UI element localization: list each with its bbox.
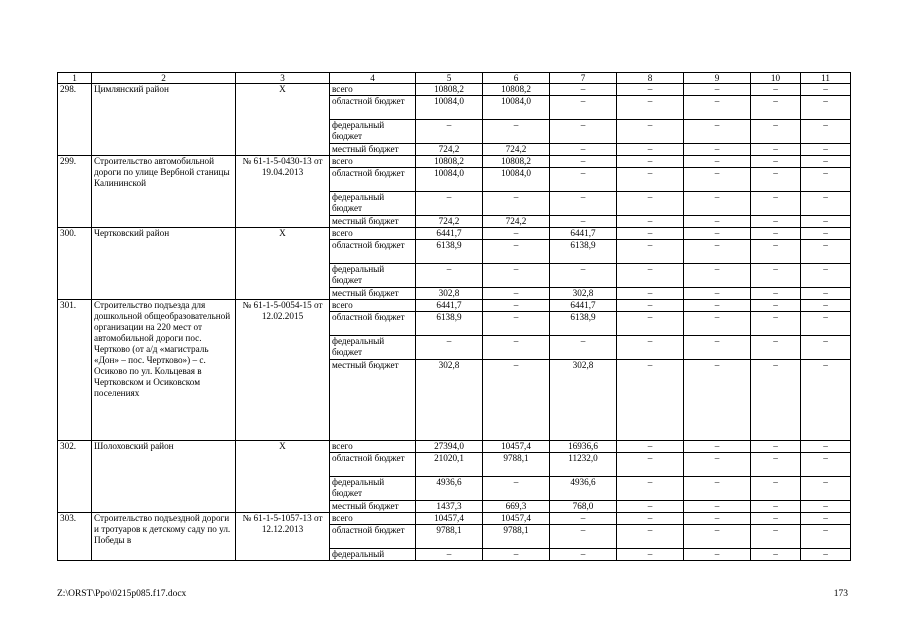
amount-cell: –	[617, 288, 684, 300]
page-number: 173	[833, 589, 848, 599]
amount-cell: 1437,3	[416, 501, 483, 513]
amount-cell: –	[684, 360, 751, 441]
amount-cell: –	[801, 336, 851, 360]
amount-cell: –	[617, 336, 684, 360]
amount-cell: –	[483, 477, 550, 501]
amount-cell: –	[684, 96, 751, 120]
funding-source: областной бюджет	[330, 240, 416, 264]
amount-cell: 302,8	[550, 360, 617, 441]
table-row	[58, 156, 851, 168]
funding-source: областной бюджет	[330, 312, 416, 336]
amount-cell: –	[684, 264, 751, 288]
object-name: Строительство подъезда для дошкольной общеобразовательной организации на 220 мест от автомобильной дороги пос. Чертково (от а/д «магистраль «Дон» – пос. Чертково») – с. Осиково по ул. Кольцевая в Чертковском и Осиковском поселениях	[92, 300, 236, 441]
amount-cell: –	[550, 216, 617, 228]
amount-cell: –	[751, 312, 801, 336]
amount-cell: –	[751, 84, 801, 96]
document-code: № 61-1-5-1057-13 от 12.12.2013	[236, 513, 330, 561]
amount-cell: –	[751, 96, 801, 120]
amount-cell: –	[801, 300, 851, 312]
amount-cell: 6441,7	[416, 228, 483, 240]
funding-source: всего	[330, 228, 416, 240]
funding-source: федеральный	[330, 549, 416, 561]
amount-cell: –	[801, 549, 851, 561]
amount-cell: –	[751, 453, 801, 477]
funding-source: федеральный бюджет	[330, 120, 416, 144]
amount-cell: –	[483, 120, 550, 144]
amount-cell: –	[801, 513, 851, 525]
amount-cell: 302,8	[416, 288, 483, 300]
column-number: 6	[483, 73, 550, 84]
amount-cell: –	[751, 525, 801, 549]
amount-cell: –	[801, 228, 851, 240]
row-number: 299.	[58, 156, 92, 228]
amount-cell: –	[684, 441, 751, 453]
row-number: 303.	[58, 513, 92, 561]
amount-cell: –	[684, 312, 751, 336]
column-number: 10	[751, 73, 801, 84]
amount-cell: –	[751, 513, 801, 525]
amount-cell: –	[801, 525, 851, 549]
amount-cell: –	[801, 477, 851, 501]
amount-cell: –	[617, 513, 684, 525]
amount-cell: –	[801, 453, 851, 477]
funding-source: федеральный бюджет	[330, 192, 416, 216]
amount-cell: –	[617, 96, 684, 120]
row-number: 302.	[58, 441, 92, 513]
amount-cell: –	[617, 168, 684, 192]
amount-cell: –	[801, 168, 851, 192]
funding-source: всего	[330, 300, 416, 312]
amount-cell: 11232,0	[550, 453, 617, 477]
column-number: 9	[684, 73, 751, 84]
amount-cell: –	[550, 96, 617, 120]
amount-cell: 10084,0	[483, 168, 550, 192]
amount-cell: –	[684, 228, 751, 240]
amount-cell: –	[751, 144, 801, 156]
amount-cell: –	[483, 228, 550, 240]
amount-cell: –	[483, 240, 550, 264]
column-number-row	[58, 73, 851, 84]
amount-cell: –	[751, 192, 801, 216]
amount-cell: –	[801, 288, 851, 300]
column-number: 4	[330, 73, 416, 84]
amount-cell: –	[801, 84, 851, 96]
amount-cell: –	[751, 228, 801, 240]
amount-cell: 10084,0	[416, 96, 483, 120]
amount-cell: –	[483, 300, 550, 312]
amount-cell: 10457,4	[416, 513, 483, 525]
amount-cell: –	[684, 216, 751, 228]
document-code: X	[236, 228, 330, 300]
amount-cell: 724,2	[416, 144, 483, 156]
amount-cell: –	[483, 360, 550, 441]
amount-cell: –	[684, 513, 751, 525]
amount-cell: –	[416, 120, 483, 144]
amount-cell: –	[550, 513, 617, 525]
amount-cell: –	[801, 360, 851, 441]
amount-cell: –	[751, 300, 801, 312]
funding-source: областной бюджет	[330, 96, 416, 120]
amount-cell: –	[617, 453, 684, 477]
file-path: Z:\ORST\Ppo\0215p085.f17.docx	[57, 589, 187, 599]
amount-cell: –	[801, 144, 851, 156]
amount-cell: 6441,7	[416, 300, 483, 312]
amount-cell: –	[684, 144, 751, 156]
object-name: Чертковский район	[92, 228, 236, 300]
amount-cell: –	[684, 336, 751, 360]
amount-cell: –	[550, 120, 617, 144]
amount-cell: –	[617, 525, 684, 549]
table-row	[58, 228, 851, 240]
funding-source: местный бюджет	[330, 144, 416, 156]
table-row	[58, 513, 851, 525]
object-name: Шолоховский район	[92, 441, 236, 513]
amount-cell: –	[617, 156, 684, 168]
amount-cell: –	[617, 84, 684, 96]
amount-cell: –	[416, 264, 483, 288]
amount-cell: –	[801, 501, 851, 513]
amount-cell: –	[617, 360, 684, 441]
amount-cell: –	[751, 441, 801, 453]
amount-cell: –	[751, 288, 801, 300]
column-number: 2	[92, 73, 236, 84]
column-number: 1	[58, 73, 92, 84]
amount-cell: –	[751, 156, 801, 168]
document-code: № 61-1-5-0054-15 от 12.02.2015	[236, 300, 330, 441]
funding-source: местный бюджет	[330, 288, 416, 300]
amount-cell: 302,8	[550, 288, 617, 300]
amount-cell: –	[617, 549, 684, 561]
amount-cell: –	[801, 156, 851, 168]
amount-cell: –	[617, 216, 684, 228]
amount-cell: 724,2	[483, 144, 550, 156]
amount-cell: –	[617, 501, 684, 513]
budget-table	[57, 72, 851, 561]
amount-cell: –	[416, 336, 483, 360]
amount-cell: –	[751, 549, 801, 561]
amount-cell: 768,0	[550, 501, 617, 513]
funding-source: областной бюджет	[330, 525, 416, 549]
table-row	[58, 300, 851, 312]
column-number: 7	[550, 73, 617, 84]
amount-cell: 4936,6	[416, 477, 483, 501]
amount-cell: 6441,7	[550, 300, 617, 312]
amount-cell: –	[801, 312, 851, 336]
amount-cell: –	[684, 240, 751, 264]
amount-cell: –	[617, 312, 684, 336]
amount-cell: 10808,2	[483, 84, 550, 96]
amount-cell: –	[751, 336, 801, 360]
amount-cell: 6441,7	[550, 228, 617, 240]
amount-cell: –	[617, 300, 684, 312]
column-number: 3	[236, 73, 330, 84]
amount-cell: –	[617, 264, 684, 288]
amount-cell: –	[751, 264, 801, 288]
amount-cell: –	[751, 501, 801, 513]
amount-cell: 6138,9	[416, 312, 483, 336]
amount-cell: 4936,6	[550, 477, 617, 501]
column-number: 8	[617, 73, 684, 84]
amount-cell: –	[684, 501, 751, 513]
amount-cell: –	[801, 96, 851, 120]
amount-cell: –	[801, 441, 851, 453]
amount-cell: –	[617, 120, 684, 144]
amount-cell: –	[617, 192, 684, 216]
amount-cell: 669,3	[483, 501, 550, 513]
amount-cell: 27394,0	[416, 441, 483, 453]
amount-cell: –	[751, 168, 801, 192]
funding-source: местный бюджет	[330, 216, 416, 228]
amount-cell: –	[550, 84, 617, 96]
amount-cell: –	[684, 192, 751, 216]
amount-cell: 9788,1	[483, 453, 550, 477]
document-code: X	[236, 84, 330, 156]
document-code: № 61-1-5-0430-13 от 19.04.2013	[236, 156, 330, 228]
amount-cell: –	[550, 192, 617, 216]
amount-cell: –	[483, 192, 550, 216]
amount-cell: –	[684, 168, 751, 192]
amount-cell: 6138,9	[550, 240, 617, 264]
amount-cell: 6138,9	[416, 240, 483, 264]
amount-cell: –	[550, 264, 617, 288]
amount-cell: –	[684, 300, 751, 312]
amount-cell: –	[684, 477, 751, 501]
amount-cell: –	[801, 192, 851, 216]
funding-source: всего	[330, 513, 416, 525]
funding-source: всего	[330, 84, 416, 96]
amount-cell: 9788,1	[416, 525, 483, 549]
row-number: 298.	[58, 84, 92, 156]
amount-cell: –	[550, 156, 617, 168]
amount-cell: –	[684, 525, 751, 549]
amount-cell: 10457,4	[483, 441, 550, 453]
amount-cell: –	[483, 288, 550, 300]
amount-cell: –	[416, 549, 483, 561]
funding-source: местный бюджет	[330, 501, 416, 513]
funding-source: федеральный бюджет	[330, 477, 416, 501]
amount-cell: –	[751, 120, 801, 144]
amount-cell: –	[550, 525, 617, 549]
funding-source: всего	[330, 441, 416, 453]
amount-cell: –	[751, 216, 801, 228]
amount-cell: 10808,2	[483, 156, 550, 168]
amount-cell: 302,8	[416, 360, 483, 441]
amount-cell: 10808,2	[416, 156, 483, 168]
amount-cell: –	[684, 156, 751, 168]
amount-cell: –	[801, 216, 851, 228]
amount-cell: –	[550, 549, 617, 561]
amount-cell: –	[483, 312, 550, 336]
amount-cell: –	[751, 477, 801, 501]
table-row	[58, 441, 851, 453]
amount-cell: 6138,9	[550, 312, 617, 336]
amount-cell: 10457,4	[483, 513, 550, 525]
amount-cell: –	[684, 288, 751, 300]
amount-cell: –	[550, 336, 617, 360]
object-name: Строительство подъездной дороги и тротуаров к детскому саду по ул. Победы в	[92, 513, 236, 561]
amount-cell: 724,2	[416, 216, 483, 228]
amount-cell: –	[617, 477, 684, 501]
amount-cell: –	[684, 84, 751, 96]
amount-cell: –	[751, 240, 801, 264]
amount-cell: –	[801, 120, 851, 144]
object-name: Строительство автомобильной дороги по улице Вербной станицы Калининской	[92, 156, 236, 228]
amount-cell: –	[617, 228, 684, 240]
column-number: 11	[801, 73, 851, 84]
amount-cell: –	[550, 144, 617, 156]
amount-cell: –	[550, 168, 617, 192]
amount-cell: 10084,0	[416, 168, 483, 192]
amount-cell: –	[483, 264, 550, 288]
object-name: Цимлянский район	[92, 84, 236, 156]
amount-cell: 9788,1	[483, 525, 550, 549]
amount-cell: –	[801, 240, 851, 264]
amount-cell: –	[684, 549, 751, 561]
row-number: 300.	[58, 228, 92, 300]
funding-source: областной бюджет	[330, 168, 416, 192]
amount-cell: –	[483, 336, 550, 360]
funding-source: федеральный бюджет	[330, 336, 416, 360]
funding-source: местный бюджет	[330, 360, 416, 441]
amount-cell: –	[617, 441, 684, 453]
amount-cell: –	[416, 192, 483, 216]
amount-cell: –	[617, 144, 684, 156]
amount-cell: 724,2	[483, 216, 550, 228]
amount-cell: 16936,6	[550, 441, 617, 453]
table-row	[58, 84, 851, 96]
amount-cell: 21020,1	[416, 453, 483, 477]
document-code: X	[236, 441, 330, 513]
funding-source: областной бюджет	[330, 453, 416, 477]
table-body	[58, 73, 851, 561]
amount-cell: –	[751, 360, 801, 441]
amount-cell: –	[483, 549, 550, 561]
column-number: 5	[416, 73, 483, 84]
amount-cell: –	[684, 120, 751, 144]
amount-cell: –	[801, 264, 851, 288]
amount-cell: –	[684, 453, 751, 477]
funding-source: всего	[330, 156, 416, 168]
amount-cell: –	[617, 240, 684, 264]
row-number: 301.	[58, 300, 92, 441]
amount-cell: 10808,2	[416, 84, 483, 96]
amount-cell: 10084,0	[483, 96, 550, 120]
funding-source: федеральный бюджет	[330, 264, 416, 288]
